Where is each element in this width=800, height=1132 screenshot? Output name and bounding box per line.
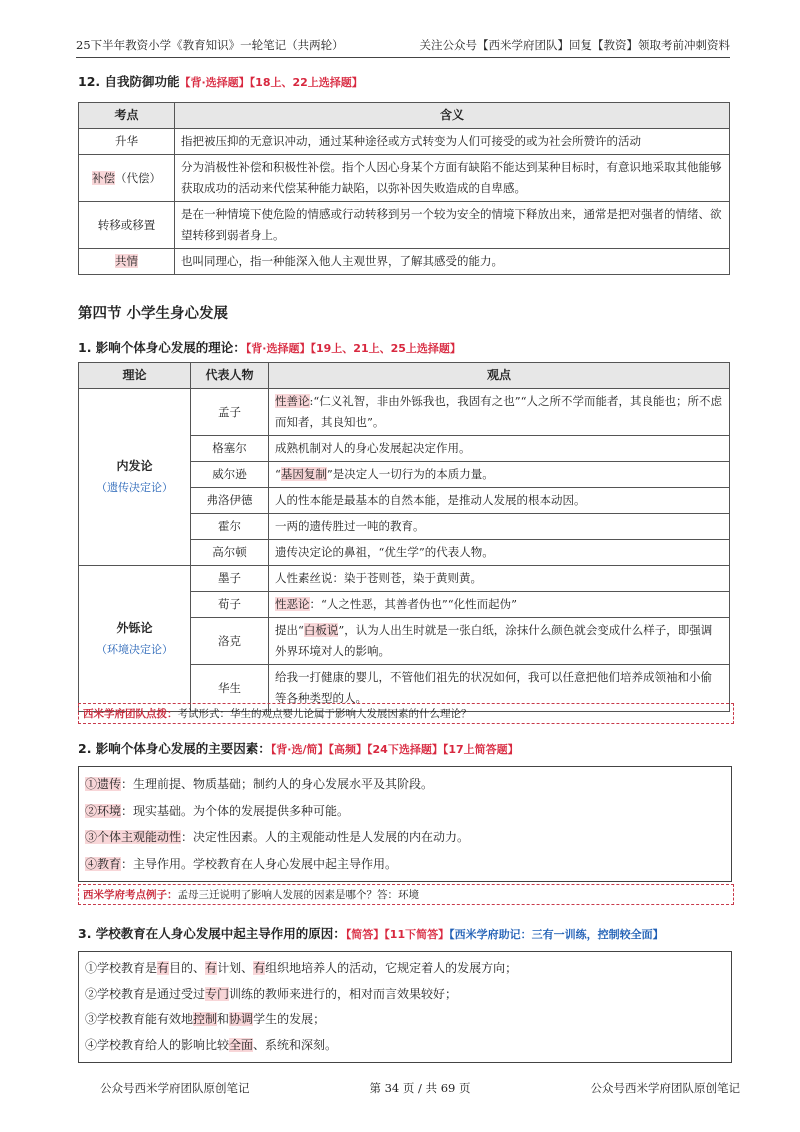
defense-mechanism-table — [78, 102, 730, 275]
list-item — [85, 851, 725, 878]
highlighted-term: 控制 — [193, 1012, 218, 1026]
item-text: ①学校教育是 — [85, 961, 158, 975]
definition-cell: 分为消极性补偿和积极性补偿。指个人因心身某个方面有缺陷不能达到某种目标时，有意识地采取其他能够获取成功的活动来代偿某种能力缺陷，以弥补因失败造成的自卑感。 — [175, 155, 730, 202]
column-header: 观点 — [269, 363, 730, 389]
view-cell — [269, 389, 730, 436]
section-12-title: 12. 自我防御功能 — [78, 74, 180, 89]
column-header: 代表人物 — [191, 363, 269, 389]
definition-cell: 指把被压抑的无意识冲动，通过某种途径或方式转变为人们可接受的或为社会所赞许的活动 — [175, 129, 730, 155]
theory-cell — [79, 389, 191, 566]
item-text: ④学校教育给人的影响比较 — [85, 1037, 230, 1052]
term-cell — [79, 155, 175, 202]
footer-right: 公众号西米学府团队原创笔记 — [590, 1081, 740, 1095]
table-row — [79, 389, 730, 436]
person-cell: 孟子 — [191, 389, 269, 436]
subsection-3-tags: 【简答】【11下简答】 — [345, 928, 450, 941]
item-text: ③学校教育能有效地 — [85, 1012, 194, 1026]
view-cell: 一两的遗传胜过一吨的教育。 — [269, 514, 730, 540]
highlighted-term: ③个体主观能动性 — [85, 830, 182, 844]
highlighted-term: 补偿 — [92, 170, 115, 185]
view-cell — [269, 592, 730, 618]
theory-alias: （遗传决定论） — [96, 481, 173, 494]
view-text: ”是决定人一切行为的本质力量。 — [326, 467, 494, 481]
list-item — [85, 771, 725, 798]
view-text: ：“人之性恶，其善者伪也”“化性而起伪” — [309, 597, 518, 611]
highlighted-term: 共情 — [115, 254, 138, 268]
view-text: :“仁义礼智，非由外铄我也，我固有之也”“人之所不学而能者，其良能也；所不虑而知者，其良知也”。 — [275, 394, 723, 429]
view-prefix: “ — [275, 467, 281, 481]
section-4-title: 第四节 小学生身心发展 — [78, 306, 229, 322]
subsection-2-heading — [78, 739, 519, 757]
factors-box — [78, 766, 732, 882]
table-header-row — [79, 363, 730, 389]
column-header: 理论 — [79, 363, 191, 389]
item-text: 目的、 — [169, 961, 206, 975]
note-text: 考试形式：华生的观点婴儿论属于影响人发展因素的什么理论？ — [177, 708, 472, 720]
example-note — [78, 884, 734, 905]
highlighted-term: 白板说 — [303, 623, 339, 637]
view-text: ”，认为人出生时就是一张白纸，涂抹什么颜色就会变成什么样子，即强调外界环境对人的影响。 — [275, 623, 713, 658]
table-row — [79, 566, 730, 592]
item-text: ：主导作用。学校教育在人身心发展中起主导作用。 — [121, 856, 398, 871]
list-item — [85, 956, 725, 982]
subsection-1-title: 1. 影响个体身心发展的理论： — [78, 340, 246, 355]
footer-left: 公众号西米学府团队原创笔记 — [100, 1081, 250, 1095]
theory-name: 外铄论 — [116, 620, 153, 635]
definition-cell: 也叫同理心，指一种能深入他人主观世界，了解其感受的能力。 — [175, 249, 730, 275]
definition-cell: 是在一种情境下使危险的情感或行动转移到另一个较为安全的情境下释放出来，通常是把对强者的情绪、欲望转移到弱者身上。 — [175, 202, 730, 249]
subsection-3-heading — [78, 924, 664, 942]
list-item — [85, 1007, 725, 1033]
item-text: 计划、 — [217, 961, 254, 975]
term-cell — [79, 249, 175, 275]
person-cell: 威尔逊 — [191, 462, 269, 488]
person-cell: 华生 — [191, 665, 269, 712]
note-label: 西米学府考点例子： — [83, 889, 178, 901]
person-cell: 洛克 — [191, 618, 269, 665]
list-item — [85, 824, 725, 851]
highlighted-term: 有 — [253, 961, 266, 975]
highlighted-term: ④教育 — [85, 856, 122, 871]
section-12-tags: 【背·选择题】【18上、22上选择题】 — [179, 76, 363, 89]
person-cell: 墨子 — [191, 566, 269, 592]
item-text: 学生的发展； — [253, 1012, 326, 1026]
item-text: ：生理前提、物质基础；制约人的身心发展水平及其阶段。 — [121, 777, 434, 791]
person-cell: 高尔顿 — [191, 540, 269, 566]
subsection-3-title: 3. 学校教育在人身心发展中起主导作用的原因： — [78, 926, 346, 941]
note-label: 西米学府团队点拨： — [83, 708, 178, 720]
column-header: 考点 — [79, 103, 175, 129]
highlighted-term: 有 — [205, 961, 218, 975]
view-cell: 给我一打健康的婴儿，不管他们祖先的状况如何，我可以任意把他们培养成领袖和小偷等各种类型的人。 — [269, 665, 730, 712]
view-prefix: 提出“ — [275, 623, 304, 637]
page-header — [76, 37, 730, 58]
person-cell: 荀子 — [191, 592, 269, 618]
highlighted-term: 性恶论 — [275, 597, 310, 611]
table-row — [79, 202, 730, 249]
person-cell: 格塞尔 — [191, 436, 269, 462]
item-text: 和 — [217, 1012, 230, 1026]
view-cell: 成熟机制对人的身心发展起决定作用。 — [269, 436, 730, 462]
highlighted-term: 专门 — [205, 986, 230, 1001]
term-suffix: （代偿） — [115, 170, 161, 185]
view-cell — [269, 462, 730, 488]
list-item — [85, 798, 725, 825]
page-number: 第 34 页 / 共 69 页 — [369, 1081, 471, 1095]
item-text: ②学校教育是通过受过 — [85, 986, 206, 1001]
item-text: 、系统和深刻。 — [253, 1037, 338, 1052]
section-12-heading — [78, 72, 363, 90]
highlighted-term: ①遗传 — [85, 777, 122, 791]
view-cell: 遗传决定论的鼻祖，“优生学”的代表人物。 — [269, 540, 730, 566]
term-cell: 升华 — [79, 129, 175, 155]
list-item — [85, 982, 725, 1008]
item-text: ：决定性因素。人的主观能动性是人发展的内在动力。 — [181, 830, 470, 844]
person-cell: 霍尔 — [191, 514, 269, 540]
subsection-2-tags: 【背·选/简】【高频】【24下选择题】【17上简答题】 — [270, 743, 519, 756]
column-header: 含义 — [175, 103, 730, 129]
highlighted-term: 全面 — [229, 1037, 254, 1052]
theory-name: 内发论 — [116, 459, 153, 473]
view-cell — [269, 618, 730, 665]
header-right: 关注公众号【西米学府团队】回复【教资】领取考前冲刺资料 — [419, 38, 730, 52]
reasons-box — [78, 951, 732, 1063]
table-header-row — [79, 103, 730, 129]
term-cell: 转移或移置 — [79, 202, 175, 249]
person-cell: 弗洛伊德 — [191, 488, 269, 514]
subsection-2-title: 2. 影响个体身心发展的主要因素： — [78, 741, 271, 756]
theory-alias: （环境决定论） — [96, 642, 173, 656]
header-left: 25下半年教资小学《教育知识》一轮笔记（共两轮） — [76, 38, 344, 52]
table-row — [79, 155, 730, 202]
table-row — [79, 249, 730, 275]
table-row — [79, 129, 730, 155]
item-text: 组织地培养人的活动，它规定着人的发展方向； — [265, 961, 518, 975]
view-cell: 人性素丝说：染于苍则苍，染于黄则黄。 — [269, 566, 730, 592]
view-cell: 人的性本能是最基本的自然本能，是推动人发展的根本动因。 — [269, 488, 730, 514]
highlighted-term: ②环境 — [85, 803, 122, 818]
item-text: 训练的教师来进行的，相对而言效果较好； — [229, 986, 458, 1001]
list-item — [85, 1033, 725, 1059]
highlighted-term: 协调 — [229, 1012, 254, 1026]
highlighted-term: 性善论 — [275, 394, 310, 408]
development-theory-table — [78, 362, 730, 712]
page-footer — [100, 1080, 740, 1096]
theory-cell — [79, 566, 191, 712]
highlighted-term: 有 — [157, 961, 170, 975]
item-text: ：现实基础。为个体的发展提供多种可能。 — [121, 803, 350, 818]
mnemonic-tip: 【西米学府助记：三有一训练，控制较全面】 — [449, 928, 664, 941]
tip-note — [78, 703, 734, 724]
subsection-1-heading — [78, 338, 461, 356]
note-text: 孟母三迁说明了影响人发展的因素是哪个？答：环境 — [177, 889, 419, 901]
highlighted-term: 基因复制 — [280, 467, 327, 481]
subsection-1-tags: 【背·选择题】【19上、21上、25上选择题】 — [245, 342, 461, 355]
